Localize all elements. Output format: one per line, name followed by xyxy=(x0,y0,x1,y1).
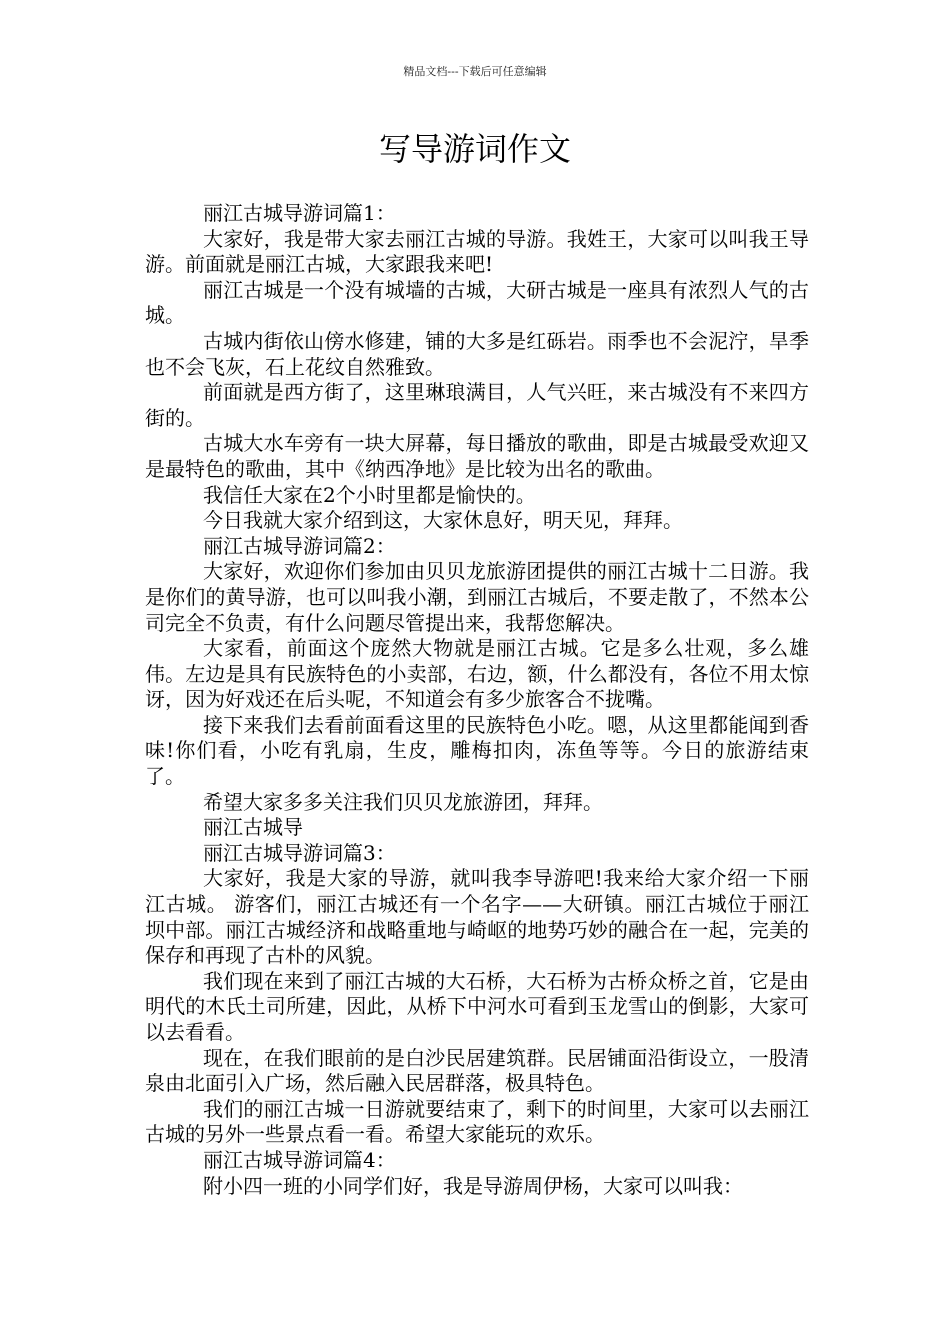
paragraph: 我们的丽江古城一日游就要结束了，剩下的时间里，大家可以去丽江古城的另外一些景点看一看。希望大家能玩的欢乐。 xyxy=(145,1096,809,1147)
paragraph: 我信任大家在2个小时里都是愉快的。 xyxy=(203,482,536,507)
paragraph: 附小四一班的小同学们好，我是导游周伊杨，大家可以叫我： xyxy=(203,1173,743,1198)
paragraph: 古城大水车旁有一块大屏幕，每日播放的歌曲，即是古城最受欢迎又是最特色的歌曲，其中《纳西净地》是比较为出名的歌曲。 xyxy=(145,431,809,481)
paragraph: 丽江古城导 xyxy=(203,815,303,840)
paragraph: 丽江古城导游词篇4： xyxy=(203,1147,396,1172)
paragraph: 大家好，我是大家的导游，就叫我李导游吧!我来给大家介绍一下丽江古城。 游客们，丽江古城还有一个名字——大研镇。丽江古城位于丽江坝中部。丽江古城经济和战略重地与崎岖的地势巧妙的融合在一起，完美的保存和再现了古朴的风貌。 xyxy=(145,866,809,968)
document-body xyxy=(145,201,809,1199)
paragraph: 大家看，前面这个庞然大物就是丽江古城。它是多么壮观，多么雄伟。左边是具有民族特色的小卖部，右边，额，什么都没有，各位不用太惊讶，因为好戏还在后头呢，不知道会有多少旅客合不拢嘴。 xyxy=(145,636,809,712)
document-title: 写导游词作文 xyxy=(378,130,571,168)
paragraph: 前面就是西方街了，这里琳琅满目，人气兴旺，来古城没有不来四方街的。 xyxy=(145,380,809,430)
paragraph: 丽江古城导游词篇3： xyxy=(203,840,396,865)
paragraph: 丽江古城导游词篇2： xyxy=(203,533,396,558)
paragraph: 现在，在我们眼前的是白沙民居建筑群。民居铺面沿街设立，一股清泉由北面引入广场，然后融入民居群落，极具特色。 xyxy=(145,1045,809,1096)
paragraph: 丽江古城是一个没有城墙的古城，大研古城是一座具有浓烈人气的古城。 xyxy=(145,277,809,328)
paragraph: 大家好，我是带大家去丽江古城的导游。我姓王，大家可以叫我王导游。前面就是丽江古城，大家跟我来吧! xyxy=(145,226,809,277)
paragraph: 丽江古城导游词篇1： xyxy=(203,201,396,225)
paragraph: 古城内街依山傍水修建，铺的大多是红砾岩。雨季也不会泥泞，旱季也不会飞灰，石上花纹自然雅致。 xyxy=(145,328,809,379)
paragraph: 接下来我们去看前面看这里的民族特色小吃。嗯，从这里都能闻到香味!你们看，小吃有乳扇，生皮，雕梅扣肉，冻鱼等等。今日的旅游结束了。 xyxy=(145,712,809,789)
paragraph: 希望大家多多关注我们贝贝龙旅游团，拜拜。 xyxy=(203,789,603,814)
paragraph: 今日我就大家介绍到这，大家休息好，明天见，拜拜。 xyxy=(203,508,683,533)
paragraph: 大家好，欢迎你们参加由贝贝龙旅游团提供的丽江古城十二日游。我是你们的黄导游，也可以叫我小潮，到丽江古城后，不要走散了，不然本公司完全不负责，有什么问题尽管提出来，我帮您解决。 xyxy=(145,559,809,635)
paragraph: 我们现在来到了丽江古城的大石桥，大石桥为古桥众桥之首，它是由明代的木氏土司所建，因此，从桥下中河水可看到玉龙雪山的倒影，大家可以去看看。 xyxy=(145,968,809,1044)
page-header-note: 精品文档---下载后可任意编辑 xyxy=(403,65,547,78)
